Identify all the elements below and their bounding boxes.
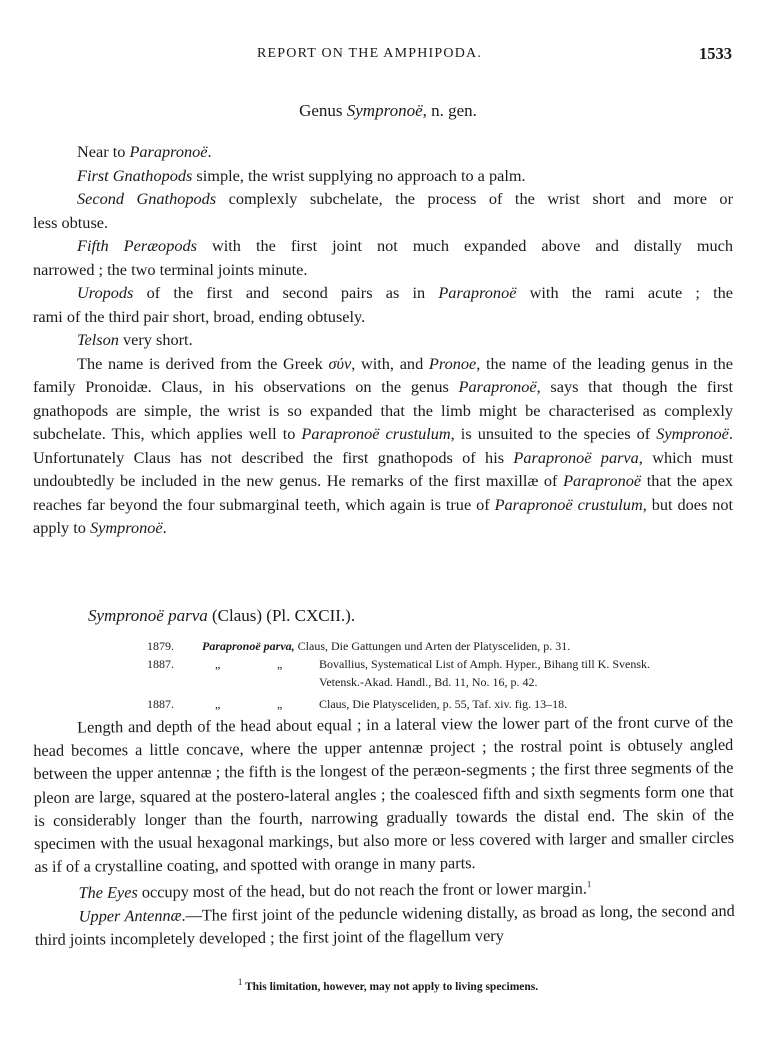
- synonymy-entry: [147, 655, 737, 673]
- ditto-mark: „: [215, 657, 221, 671]
- uropods-text-end: with the rami acute ; the: [516, 283, 734, 302]
- diagnosis-first-gnathopods: [33, 164, 733, 188]
- synonymy-entry: [147, 637, 737, 655]
- etymology-text: that the apex reaches far beyond the four submarginal teeth, which again is true of: [33, 471, 734, 514]
- diagnosis-fifth-peraeopods-line1: [33, 234, 733, 258]
- ditto-mark: „: [277, 657, 283, 671]
- page-number: 1533: [699, 44, 732, 63]
- synonymy-citation: Claus, Die Platysceliden, p. 55, Taf. xiv. fig. 13–18.: [319, 697, 568, 711]
- running-title: REPORT ON THE AMPHIPODA.: [257, 46, 483, 61]
- ditto-mark: „: [277, 697, 283, 711]
- etymology-text: , but does not apply to: [33, 494, 734, 537]
- diagnosis-second-gnathopods-line2: less obtuse.: [33, 212, 109, 232]
- upper-antennae-text: .—The first joint of the peduncle widening distally, as broad as long, the second and third joints incompletely developed ; the first joint of the flagellum very: [34, 900, 735, 950]
- synonymy-year: 1887.: [147, 657, 174, 671]
- footnote: [0, 977, 776, 993]
- diagnosis-uropods-line2: rami of the third pair short, broad, ending obtusely.: [33, 306, 366, 326]
- diagnosis: [33, 140, 733, 540]
- genus-ref: Parapronoë: [458, 377, 537, 396]
- synonymy-citation-continued: Vetensk.-Akad. Handl., Bd. 11, No. 16, p. 42.: [319, 675, 538, 689]
- etymology-text: , with, and: [351, 353, 429, 373]
- genus-ref: Sympronoë: [89, 518, 163, 537]
- footnote-text: This limitation, however, may not apply to living specimens.: [242, 980, 539, 993]
- genus-ref: Sympronoë: [656, 424, 729, 443]
- etymology-text: .: [162, 518, 167, 537]
- upper-antennae-label: Upper Antennæ: [78, 905, 182, 926]
- genus-ref: Parapronoë: [563, 471, 642, 490]
- first-gnathopods-text: simple, the wrist supplying no approach to a palm.: [192, 165, 526, 185]
- footnote-ref: 1: [586, 879, 592, 890]
- synonymy-name: Parapronoë parva,: [202, 639, 295, 653]
- synonymy-text: [202, 637, 570, 655]
- description-paragraph: Length and depth of the head about equal ; in a lateral view the lower part of the front curve of the head becomes a little concave, where the upper antennæ project ; the rostral point is obtusely angled between the upper antennæ ; the fifth is the longest of the peræon-segments ; the first three segments of the pleon are large, squared at the postero-lateral angles ; the coalesced fifth and sixth segments form one that is considerably longer than the fourth, narrowing gradually towards the distal end. The skin of the specimen with the usual hexagonal markings, but also more or less covered with larger and smaller circles as if of a crystalline coating, and spotted with orange in many parts.: [33, 711, 735, 877]
- synonymy-year: 1887.: [147, 697, 174, 711]
- first-gnathopods-label: First Gnathopods: [77, 165, 193, 185]
- near-genus: Parapronoë: [129, 142, 208, 161]
- species-ref: Parapronoë crustulum: [301, 424, 451, 443]
- etymology-text: , the name of the leading genus in the family Pronoidæ. Claus, in his observations on the genus: [33, 353, 733, 396]
- near-text: Near to: [77, 142, 130, 161]
- synonymy-citation: Claus, Die Gattungen und Arten der Platysceliden, p. 31.: [294, 639, 571, 653]
- uropods-genus: Parapronoë: [438, 283, 517, 302]
- synonymy-year: 1879.: [147, 639, 174, 653]
- uropods-label: Uropods: [77, 283, 134, 302]
- upper-antennae-paragraph: [35, 899, 735, 952]
- pronoe-name: Pronoe: [428, 353, 477, 373]
- telson-label: Telson: [77, 330, 119, 349]
- diagnosis-uropods-line1: [33, 281, 733, 305]
- telson-text: very short.: [118, 330, 193, 349]
- fifth-peraeopods-text: with the first joint not much expanded above and distally much: [196, 236, 733, 255]
- second-gnathopods-text: complexly subchelate, the process of the wrist short and more or: [216, 189, 733, 208]
- diagnosis-fifth-peraeopods-line2: narrowed ; the two terminal joints minute.: [33, 259, 308, 279]
- uropods-text: of the first and second pairs as in: [133, 283, 439, 302]
- etymology-text: , which must undoubtedly be included in the new genus. He remarks of the first maxillæ of: [33, 447, 733, 490]
- synonymy-list: [147, 637, 737, 713]
- diagnosis-near: [33, 140, 733, 164]
- genus-heading: [0, 101, 776, 121]
- genus-name: Sympronoë: [346, 101, 423, 120]
- eyes-label: The Eyes: [78, 882, 138, 903]
- species-description: [33, 710, 735, 952]
- species-name: Sympronoë parva: [88, 606, 208, 625]
- running-header: [0, 46, 776, 70]
- fifth-peraeopods-label: Fifth Peræopods: [77, 236, 197, 255]
- etymology-text: , is unsuited to the species of: [450, 424, 657, 443]
- etymology-text: . Unfortunately Claus has not described the first gnathopods of his: [33, 424, 733, 467]
- genus-heading-suffix: , n. gen.: [422, 101, 477, 120]
- species-heading: [88, 606, 355, 626]
- diagnosis-second-gnathopods-line1: [33, 187, 733, 211]
- etymology-text: , says that though the first gnathopods are simple, the wrist is so expanded that the limb might be characterised as complexly subchelate. This, which applies well to: [33, 377, 733, 443]
- ditto-mark: „: [215, 697, 221, 711]
- synonymy-entry-continuation: [147, 673, 737, 691]
- etymology-paragraph: [33, 352, 733, 540]
- greek-word: σύν: [328, 353, 352, 373]
- eyes-text: occupy most of the head, but do not reach the front or lower margin.: [137, 879, 587, 902]
- species-ref: Parapronoë parva: [513, 447, 639, 467]
- diagnosis-telson: [33, 328, 733, 352]
- near-end: .: [207, 142, 212, 161]
- second-gnathopods-label: Second Gnathopods: [77, 189, 217, 208]
- genus-heading-prefix: Genus: [299, 101, 347, 120]
- species-ref: Parapronoë crustulum: [494, 494, 643, 514]
- synonymy-citation: Bovallius, Systematical List of Amph. Hyper., Bihang till K. Svensk.: [319, 657, 650, 671]
- footnote-mark: 1: [237, 977, 243, 987]
- species-authority: (Claus) (Pl. CXCII.).: [207, 606, 356, 625]
- etymology-text: The name is derived from the Greek: [77, 353, 329, 373]
